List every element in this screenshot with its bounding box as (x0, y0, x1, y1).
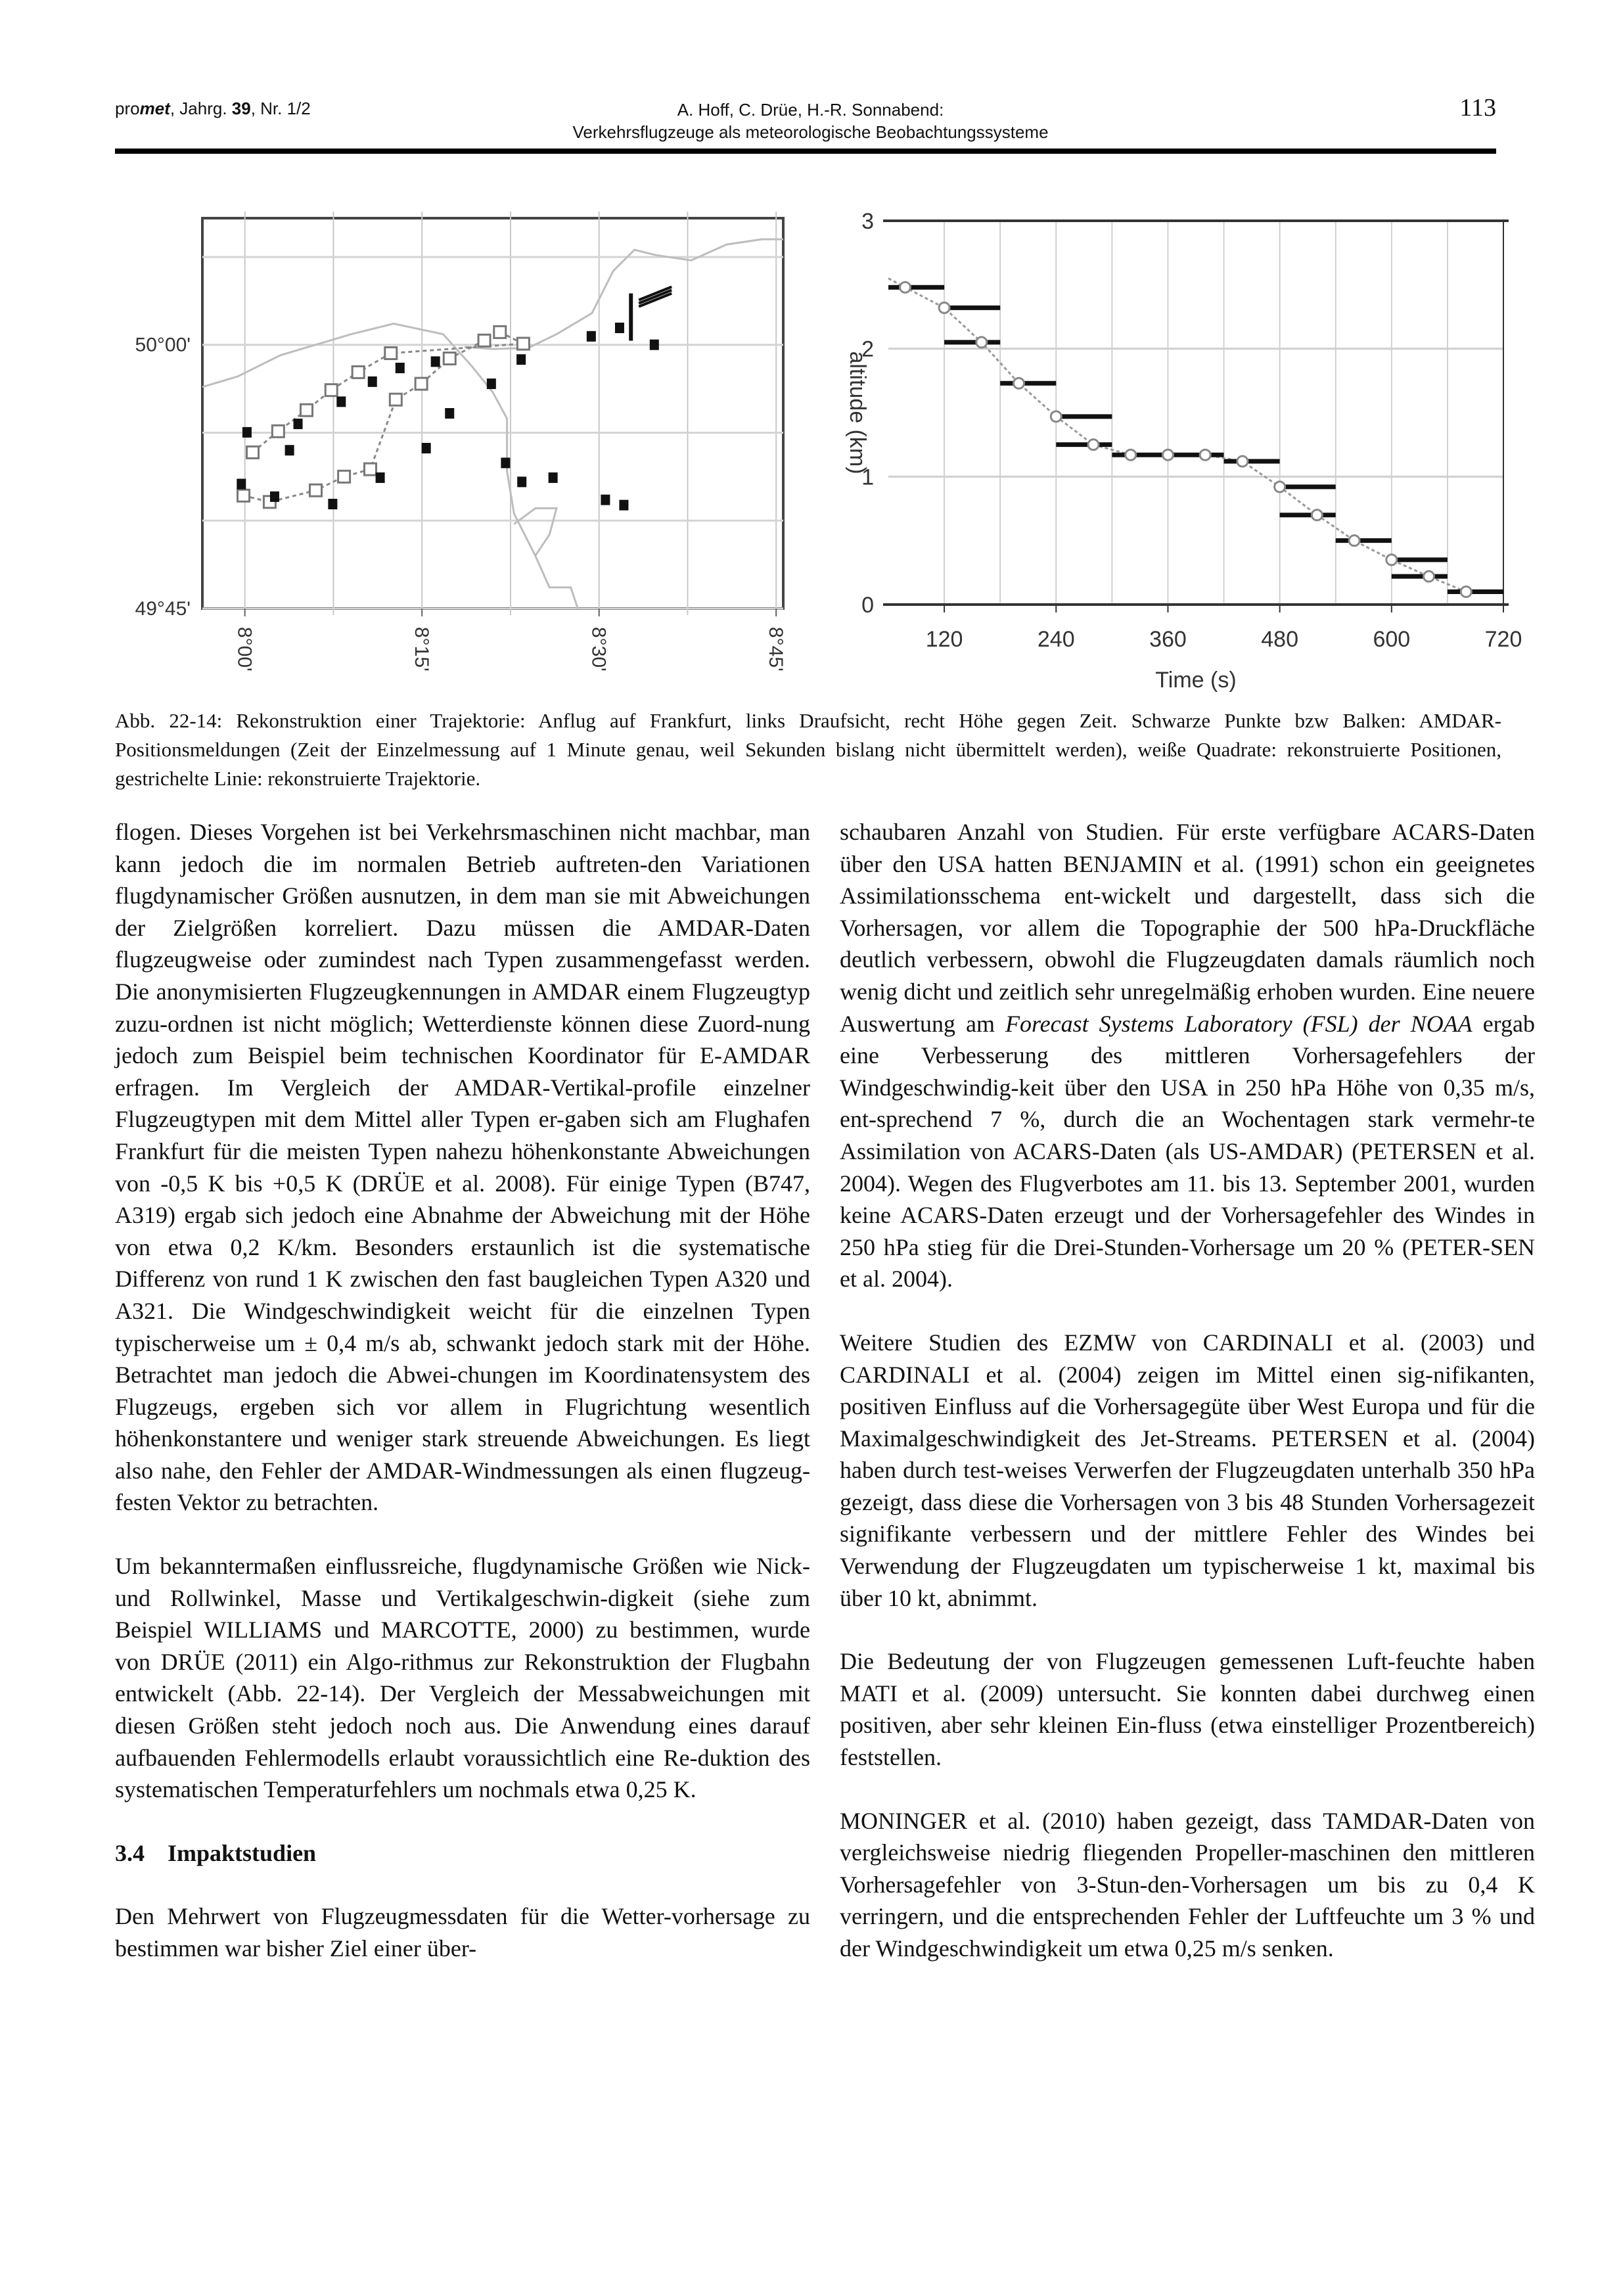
map-amdar-point (336, 396, 346, 407)
map-amdar-point (294, 419, 303, 429)
map-reconstructed-point (352, 366, 364, 378)
altitude-reconstructed-point (1386, 555, 1397, 565)
altitude-reconstructed-point (1051, 411, 1061, 422)
altitude-reconstructed-point (1424, 571, 1434, 582)
altitude-x-tick-label: 480 (1261, 627, 1299, 652)
map-x-tick-labels (234, 608, 787, 672)
map-amdar-point (285, 445, 294, 455)
altitude-reconstructed-point (1088, 440, 1099, 450)
map-reconstructed-point (444, 353, 455, 365)
figure-svg (99, 191, 1531, 703)
altitude-x-axis-label: Time (s) (1155, 668, 1237, 693)
map-y-tick-label: 49°45' (135, 598, 191, 620)
altitude-reconstructed-point (1237, 456, 1248, 467)
map-reconstructed-point (338, 471, 350, 482)
paragraph: Die Bedeutung der von Flugzeugen gemessenen Luft-feuchte haben MATI et al. (2009) untersucht. Sie konnten dabei durchweg einen positiven, aber sehr kleinen Ein-fluss (etwa einstelliger Prozentbereich) feststellen. (840, 1648, 1535, 1771)
map-amdar-point (422, 443, 431, 453)
map-amdar-point (487, 379, 496, 389)
map-amdar-point (517, 476, 526, 487)
institution-name: Forecast Systems Laboratory (FSL) der NOAA (1005, 1010, 1473, 1037)
map-amdar-point (587, 331, 596, 342)
map-reconstructed-point (494, 326, 506, 338)
altitude-reconstructed-point (976, 337, 987, 348)
map-reconstructed-point (517, 338, 529, 350)
figure-22-14 (99, 191, 1531, 703)
altitude-y-tick-label: 3 (861, 209, 874, 234)
header-article-title: Verkehrsflugzeuge als meteorologische Beobachtungssysteme (572, 122, 1049, 142)
altitude-reconstructed-point (900, 282, 911, 292)
paragraph: flogen. Dieses Vorgehen ist bei Verkehrsmaschinen nicht machbar, man kann jedoch die im normalen Betrieb auftreten-den Variationen flugdynamischer Größen ausnutzen, in dem man sie mit Abweichungen der Zielgrößen korreliert. Dazu müssen die AMDAR-Daten flugzeugweise oder zumindest nach Typen zusammengefasst werden. Die anonymisierten Flugzeugkennungen in AMDAR einem Flugzeugtyp zuzu-ordnen ist nicht möglich; Wetterdienste können diese Zuord-nung jedoch zum Beispiel beim technischen Koordinator für E-AMDAR erfragen. Im Vergleich der AMDAR-Vertikal-profile einzelner Flugzeugtypen mit dem Mittel aller Typen er-gaben sich am Flughafen Frankfurt für die meisten Typen nahezu höhenkonstante Abweichungen von -0,5 K bis +0,5 K (DRÜE et al. 2008). Für einige Typen (B747, A319) ergab sich jedoch eine Abnahme der Abweichung mit der Höhe von etwa 0,2 K/km. Besonders erstaunlich ist die systematische Differenz von rund 1 K zwischen den fast baugleichen Typen A320 und A321. Die Windgeschwindigkeit weicht für die einzelnen Typen typischerweise um ± 0,4 m/s ab, schwankt jedoch stark mit der Höhe. Betrachtet man jedoch die Abwei-chungen im Koordinatensystem des Flugzeugs, ergeben sich vor allem in Flugrichtung wesentlich höhenkonstantere und weniger stark streuende Abweichungen. Es liegt also nahe, den Fehler der AMDAR-Windmessungen als einen flugzeug-festen Vektor zu betrachten. (115, 819, 810, 1516)
altitude-x-tick-label: 600 (1373, 627, 1411, 652)
altitude-reconstructed-point (1275, 482, 1285, 492)
altitude-x-tick-labels (926, 605, 1522, 652)
altitude-y-tick-label: 0 (861, 593, 874, 618)
paragraph: Weitere Studien des EZMW von CARDINALI et al. (2003) und CARDINALI et al. (2004) zeigen im Mittel einen sig-nifikanten, positiven Einfluss auf die Vorhersagegüte über West Europa und für die Maximalgeschwindigkeit des Jet-Streams. PETERSEN et al. (2004) haben durch test-weises Verwerfen der Flugzeugdaten unterhalb 350 hPa gezeigt, dass diese die Vorhersagen von 3 bis 48 Stunden Vorhersagezeit signifikante verbessern und der mittlere Fehler des Windes bei Verwendung der Flugzeugdaten um typischerweise 1 kt, maximal bis über 10 kt, abnimmt. (840, 1329, 1535, 1611)
running-header-title (0, 99, 1621, 143)
map-amdar-point (368, 377, 377, 387)
map-amdar-point (601, 495, 610, 505)
map-reconstructed-point (272, 425, 284, 437)
section-heading (115, 1837, 810, 1870)
map-y-tick-labels (135, 334, 191, 620)
left-column (115, 816, 810, 1996)
map-amdar-point (516, 354, 526, 365)
altitude-reconstructed-point (1014, 378, 1024, 388)
map-frame (202, 218, 783, 608)
altitude-time-plot (845, 209, 1522, 693)
paragraph: Den Mehrwert von Flugzeugmessdaten für die Wetter-vorhersage zu bestimmen war bisher Ziel einer über- (115, 1903, 810, 1962)
altitude-x-tick-label: 240 (1037, 627, 1075, 652)
map-x-tick-label: 8°00' (233, 627, 256, 672)
map-x-tick-label: 8°15' (411, 627, 433, 672)
running-header-journal: promet, Jahrg. 39, Nr. 1/2 (115, 99, 311, 118)
map-amdar-point (376, 472, 385, 483)
altitude-reconstructed-point (1162, 449, 1173, 460)
section-title: Impaktstudien (168, 1839, 317, 1866)
paragraph: schaubaren Anzahl von Studien. Für erste verfügbare ACARS-Daten über den USA hatten BENJAMIN et al. (1991) schon ein geeignetes Assimilationsschema ent-wickelt und dargestellt, dass sich die Vorhersagen, vor allem die Topographie der 500 hPa-Druckfläche deutlich verbessern, obwohl die Flugzeugdaten damals räumlich noch wenig dicht und zeitlich sehr unregelmäßig erhoben wurden. Eine neuere Auswertung am Forecast Systems Laboratory (FSL) der NOAA ergab eine Verbesserung des mittleren Vorhersagefehlers der Windgeschwindig-keit über den USA in 250 hPa Höhe von 0,35 m/s, ent-sprechend 7 %, durch die an Wochentagen stark vermehr-te Assimilation von ACARS-Daten (als US-AMDAR) (PETERSEN et al. 2004). Wegen des Flugverbotes am 11. bis 13. September 2001, wurden keine ACARS-Daten erzeugt und der Vorhersagefehler des Windes in 250 hPa stieg für die Drei-Stunden-Vorhersage um 20 % (PETER-SEN et al. 2004). (840, 819, 1535, 1293)
map-reconstructed-point (325, 384, 337, 396)
map-x-tick-label: 8°30' (587, 627, 610, 672)
map-amdar-point (650, 340, 659, 350)
altitude-x-tick-label: 720 (1484, 627, 1522, 652)
map-amdar-point (619, 500, 628, 511)
altitude-x-tick-label: 360 (1149, 627, 1187, 652)
map-reconstructed-point (390, 394, 401, 405)
altitude-reconstructed-point (1200, 449, 1210, 460)
map-reconstructed-point (309, 484, 321, 496)
map-amdar-point (501, 457, 510, 468)
map-reconstructed-point (478, 334, 490, 346)
map-reconstructed-point (385, 347, 397, 359)
header-rule (115, 149, 1496, 154)
header-authors: A. Hoff, C. Drüe, H.-R. Sonnabend: (677, 100, 944, 120)
altitude-y-tick-label: 2 (861, 336, 874, 362)
altitude-reconstructed-point (1461, 587, 1471, 597)
map-reconstructed-point (247, 446, 259, 458)
map-x-tick-label: 8°45' (765, 627, 787, 672)
altitude-reconstructed-point (1349, 536, 1359, 546)
altitude-y-tick-label: 1 (861, 465, 874, 490)
map-amdar-point (242, 427, 252, 438)
map-amdar-point (270, 492, 279, 502)
right-column (840, 816, 1535, 1996)
paragraph: Um bekanntermaßen einflussreiche, flugdynamische Größen wie Nick- und Rollwinkel, Masse und Vertikalgeschwin-digkeit (siehe zum Beispiel WILLIAMS und MARCOTTE, 2000) zu bestimmen, wurde von DRÜE (2011) ein Algo-rithmus zur Rekonstruktion der Flugbahn entwickelt (Abb. 22-14). Der Vergleich der Messabweichungen mit diesen Größen steht jedoch noch aus. Die Anwendung eines darauf aufbauenden Fehlermodells erlaubt voraussichtlich eine Re-duktion des systematischen Temperaturfehlers um nochmals etwa 0,25 K. (115, 1553, 810, 1803)
map-amdar-point (431, 356, 440, 367)
section-number: 3.4 (115, 1839, 145, 1866)
map-reconstructed-point (238, 490, 250, 501)
altitude-reconstructed-point (1312, 510, 1322, 520)
altitude-plot-area (888, 221, 1503, 605)
map-amdar-point (615, 323, 624, 333)
map-plan-view (135, 212, 787, 672)
map-amdar-point (328, 499, 337, 509)
altitude-reconstructed-point (1126, 449, 1136, 460)
map-reconstructed-point (415, 378, 427, 390)
map-reconstructed-point (300, 404, 312, 416)
map-amdar-point (549, 472, 558, 483)
map-reconstructed-point (364, 463, 376, 475)
altitude-reconstructed-point (939, 302, 949, 313)
map-amdar-point (445, 408, 454, 419)
map-amdar-point (396, 363, 405, 373)
page-number: 113 (1459, 94, 1496, 122)
altitude-y-axis-label: altitude (km) (845, 351, 870, 474)
paragraph: MONINGER et al. (2010) haben gezeigt, dass TAMDAR-Daten von vergleichsweise niedrig fliegenden Propeller-maschinen den mittleren Vorhersagefehler von 3-Stun-den-Vorhersagen um bis zu 0,4 K verringern, und die entsprechenden Fehler der Luftfeuchte um 3 % und der Windgeschwindigkeit um etwa 0,25 m/s senken. (840, 1807, 1535, 1962)
figure-caption: Abb. 22-14: Rekonstruktion einer Trajektorie: Anflug auf Frankfurt, links Draufsicht, recht Höhe gegen Zeit. Schwarze Punkte bzw Balken: AMDAR-Positionsmeldungen (Zeit der Einzelmessung auf 1 Minute genau, weil Sekunden bislang nicht übermittelt werden), weiße Quadrate: rekonstruierte Positionen, gestrichelte Linie: rekonstruierte Trajektorie. (115, 709, 1501, 790)
map-amdar-point (237, 479, 246, 490)
map-y-tick-label: 50°00' (135, 334, 191, 356)
altitude-x-tick-label: 120 (925, 627, 963, 652)
